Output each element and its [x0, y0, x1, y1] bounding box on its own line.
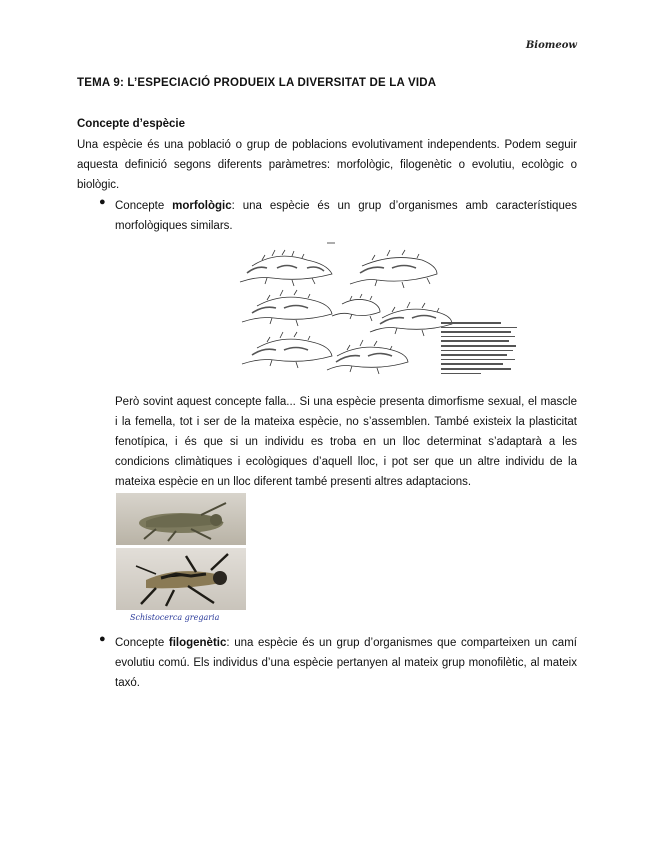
bullet-rest: : una espècie és un grup d’organismes que comparteixen un camí evolutiu comú. Els individus d’una espècie pertanyen al mateix grup monofilètic, al mateix taxó. [115, 637, 577, 689]
bullet-rest: : una espècie és un grup d’organismes amb característiques morfològiques similars. [115, 200, 577, 232]
bullet-lead: Concepte [115, 637, 169, 649]
section-heading: Concepte d’espècie [77, 118, 186, 130]
bullet-morphological [115, 196, 577, 236]
lizard-drawing [327, 340, 408, 374]
intro-paragraph: Una espècie és una població o grup de poblacions evolutivament independents. Podem seguir aquesta definició segons diferents paràmetres: morfològic, filogenètic o evolutiu, ecològic o biològic. [77, 139, 577, 191]
grasshopper-photo-solitary [116, 493, 246, 545]
bullet-dot: ● [99, 196, 106, 208]
page-title: TEMA 9: L’ESPECIACIÓ PRODUEIX LA DIVERSITAT DE LA VIDA [77, 77, 437, 89]
bullet-bold-term: filogenètic [168, 637, 227, 649]
lizard-drawing [370, 302, 452, 336]
bullet-bold-term: morfològic [172, 200, 232, 212]
lizard-drawing [240, 250, 332, 286]
header-brand: Biomeow [525, 40, 577, 51]
figure-caption: Schistocerca gregaria [130, 613, 220, 622]
continuation-paragraph: Però sovint aquest concepte falla... Si una espècie presenta dimorfisme sexual, el mascle i la femella, tot i ser de la mateixa espècie, no s’assemblen. També existeix la plasticitat fenotípica, i és que si un individu es troba en un lloc determinat s’adaptarà a les condicions climàtiques i ecològiques d’aquell lloc, i pot ser que un altre individu de la mateixa espècie en un lloc diferent també presenti altres adaptacions. [115, 396, 577, 488]
lizard-drawing [242, 332, 332, 368]
grasshopper-photo-gregarious [116, 548, 246, 610]
bullet-dot: ● [99, 633, 106, 645]
lizard-drawing [350, 250, 437, 288]
figure-legend-text [441, 322, 519, 377]
bullet-phylogenetic [115, 633, 577, 693]
lizard-drawing [332, 294, 380, 321]
lizard-drawing [242, 290, 332, 326]
bullet-lead: Concepte [115, 200, 173, 212]
